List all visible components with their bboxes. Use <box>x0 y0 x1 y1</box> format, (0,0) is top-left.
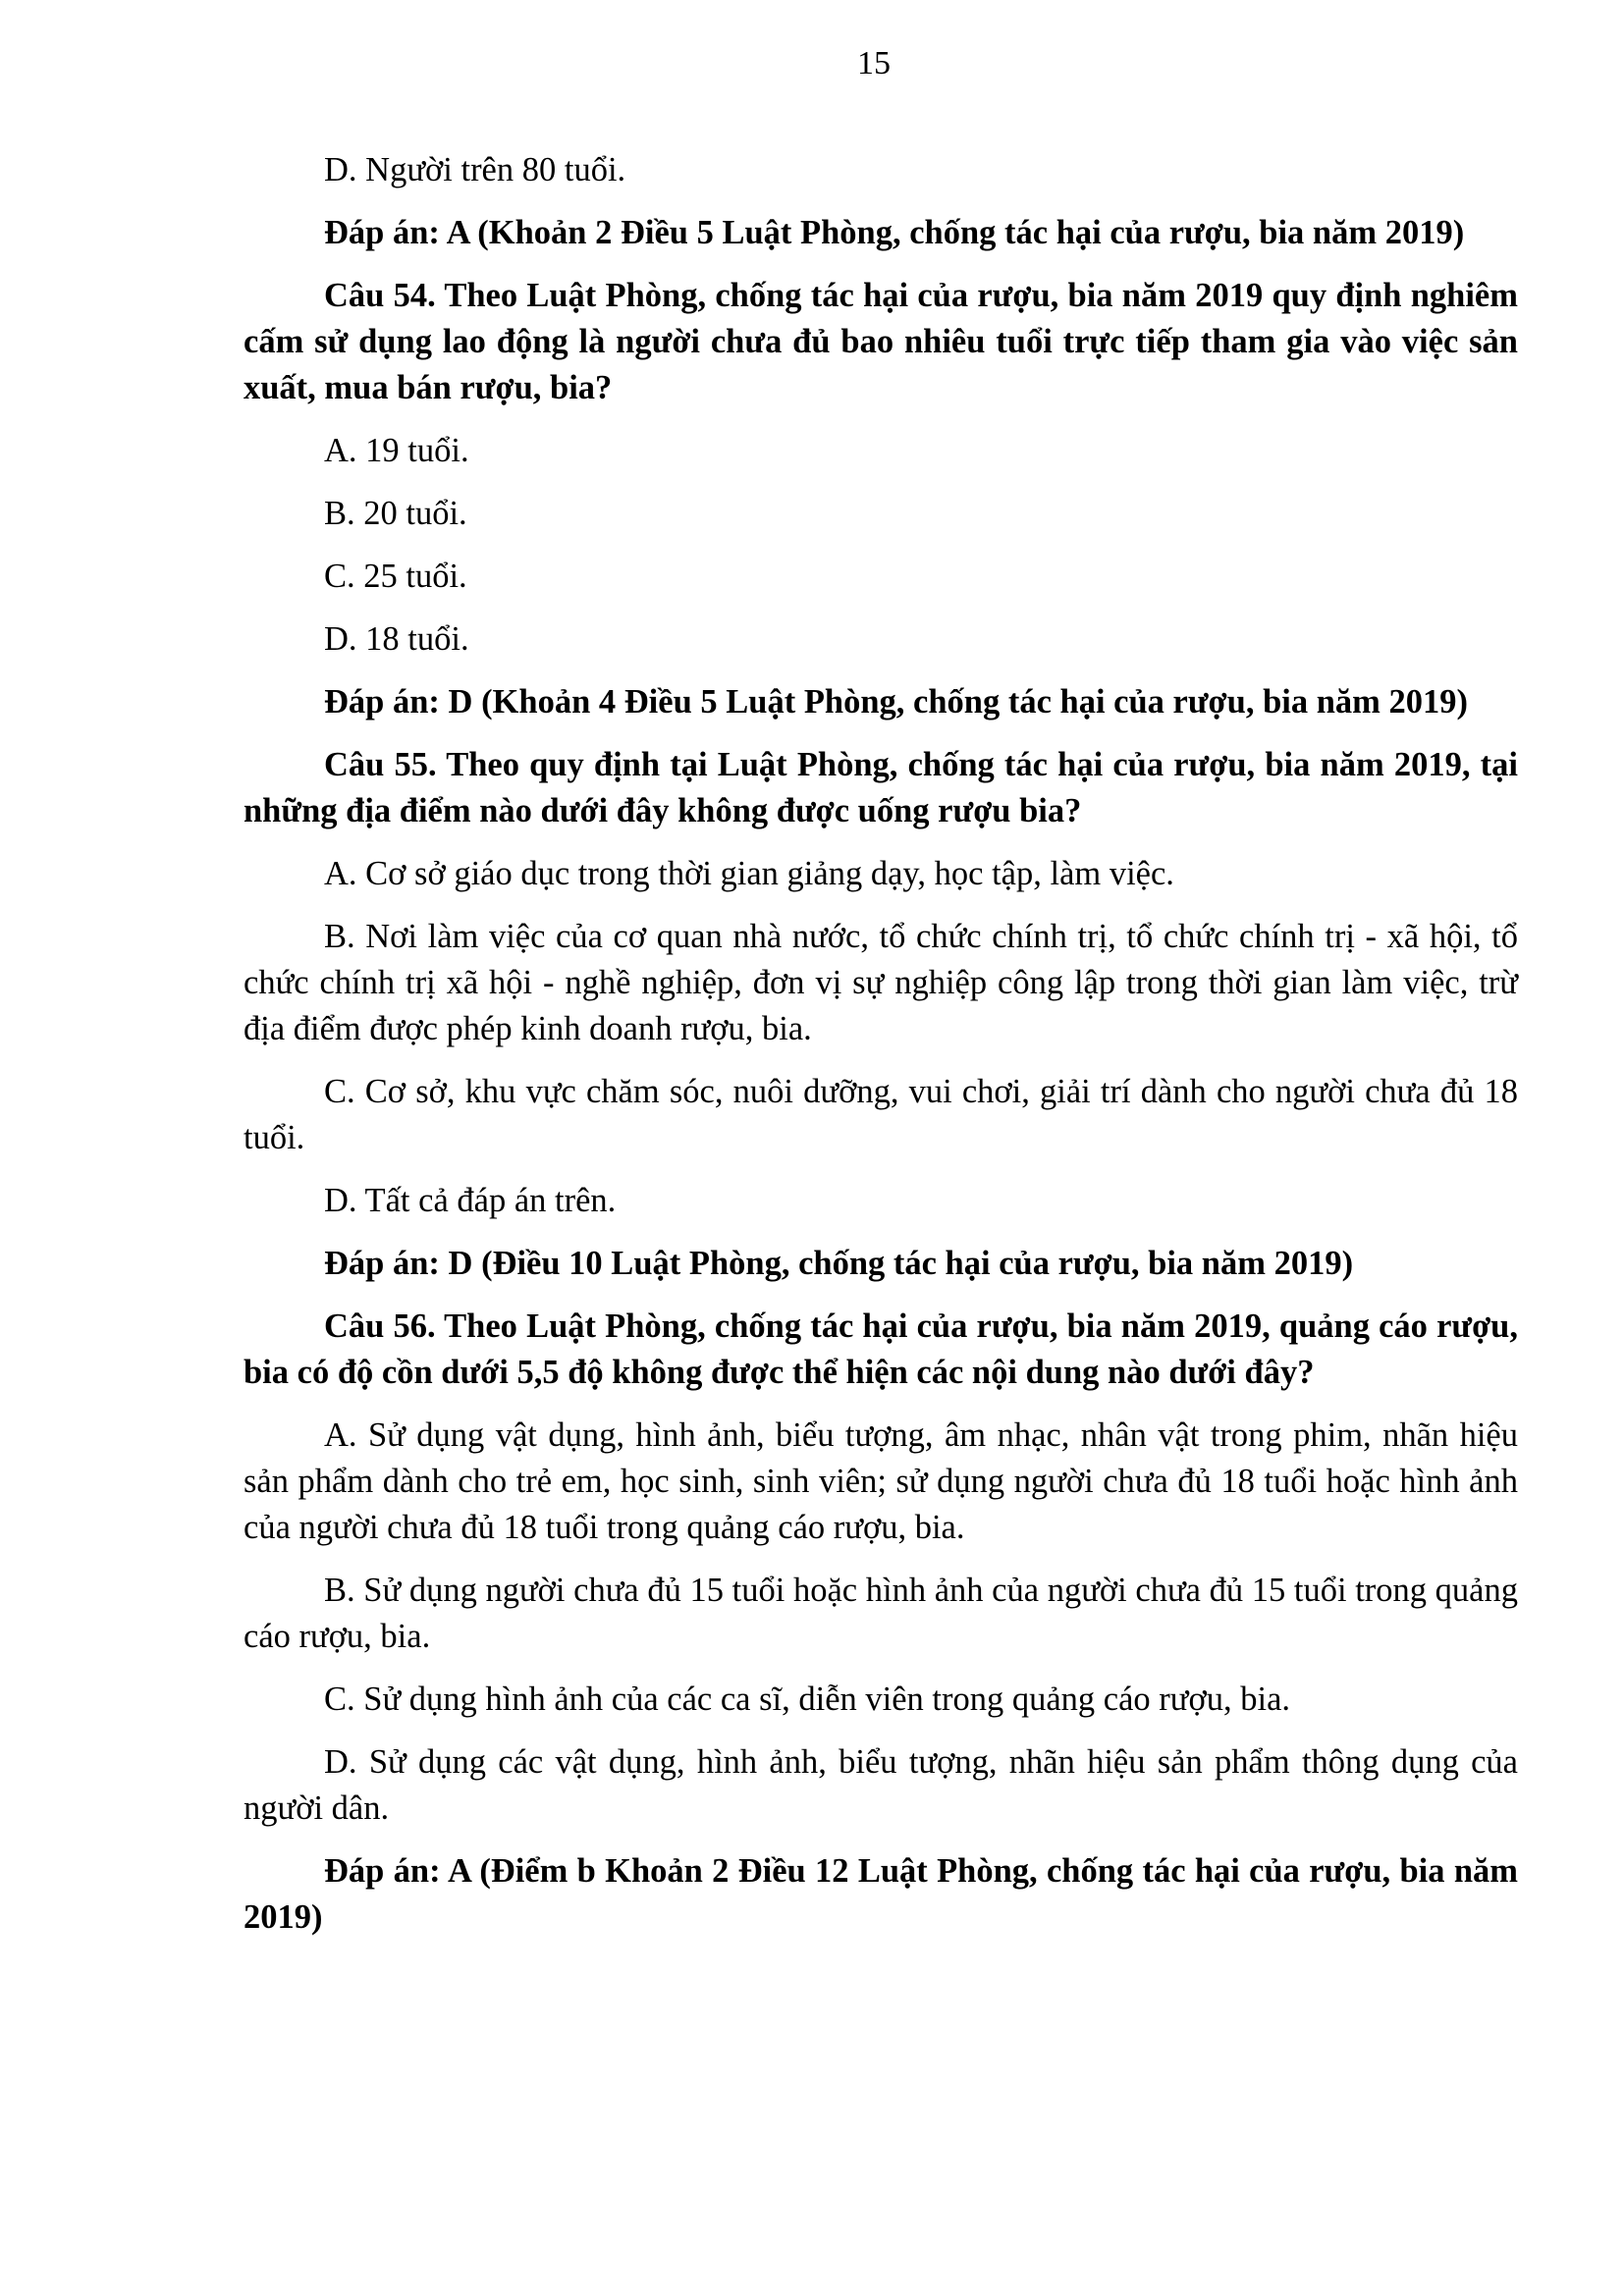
answer-option: A. Cơ sở giáo dục trong thời gian giảng dạy, học tập, làm việc. <box>324 855 1174 892</box>
page-number: 15 <box>857 45 891 81</box>
answer-option: C. 25 tuổi. <box>324 558 467 595</box>
answer-option: B. 20 tuổi. <box>324 495 467 532</box>
answer-key: Đáp án: A (Điểm b Khoản 2 Điều 12 Luật Phòng, chống tác hại của rượu, bia năm 2019) <box>244 1852 1518 1936</box>
question-heading: Câu 54. Theo Luật Phòng, chống tác hại của rượu, bia năm 2019 quy định nghiêm cấm sử dụng lao động là người chưa đủ bao nhiêu tuổi trực tiếp tham gia vào việc sản xuất, mua bán rượu, bia? <box>244 277 1518 406</box>
answer-option: D. Tất cả đáp án trên. <box>324 1182 617 1219</box>
answer-option: B. Nơi làm việc của cơ quan nhà nước, tổ chức chính trị, tổ chức chính trị - xã hội, tổ chức chính trị xã hội - nghề nghiệp, đơn vị sự nghiệp công lập trong thời gian làm việc, trừ địa điểm được phép kinh doanh rượu, bia. <box>244 918 1518 1047</box>
answer-key: Đáp án: A (Khoản 2 Điều 5 Luật Phòng, chống tác hại của rượu, bia năm 2019) <box>324 214 1465 251</box>
answer-option: A. Sử dụng vật dụng, hình ảnh, biểu tượng, âm nhạc, nhân vật trong phim, nhãn hiệu sản phẩm dành cho trẻ em, học sinh, sinh viên; sử dụng người chưa đủ 18 tuổi hoặc hình ảnh của người chưa đủ 18 tuổi trong quảng cáo rượu, bia. <box>244 1416 1518 1546</box>
document-body <box>244 147 1518 1957</box>
answer-option: D. Sử dụng các vật dụng, hình ảnh, biểu tượng, nhãn hiệu sản phẩm thông dụng của người dân. <box>244 1743 1518 1827</box>
answer-option: C. Cơ sở, khu vực chăm sóc, nuôi dưỡng, vui chơi, giải trí dành cho người chưa đủ 18 tuổi. <box>244 1073 1518 1156</box>
answer-key: Đáp án: D (Khoản 4 Điều 5 Luật Phòng, chống tác hại của rượu, bia năm 2019) <box>324 683 1469 721</box>
question-heading: Câu 55. Theo quy định tại Luật Phòng, chống tác hại của rượu, bia năm 2019, tại những địa điểm nào dưới đây không được uống rượu bia? <box>244 746 1518 829</box>
question-heading: Câu 56. Theo Luật Phòng, chống tác hại của rượu, bia năm 2019, quảng cáo rượu, bia có độ cồn dưới 5,5 độ không được thể hiện các nội dung nào dưới đây? <box>244 1308 1518 1391</box>
answer-option: C. Sử dụng hình ảnh của các ca sĩ, diễn viên trong quảng cáo rượu, bia. <box>324 1681 1291 1718</box>
answer-option: B. Sử dụng người chưa đủ 15 tuổi hoặc hình ảnh của người chưa đủ 15 tuổi trong quảng cáo rượu, bia. <box>244 1572 1518 1655</box>
answer-key: Đáp án: D (Điều 10 Luật Phòng, chống tác hại của rượu, bia năm 2019) <box>324 1245 1354 1282</box>
answer-option: A. 19 tuổi. <box>324 432 469 469</box>
answer-option: D. 18 tuổi. <box>324 620 469 658</box>
answer-option: D. Người trên 80 tuổi. <box>324 151 626 188</box>
